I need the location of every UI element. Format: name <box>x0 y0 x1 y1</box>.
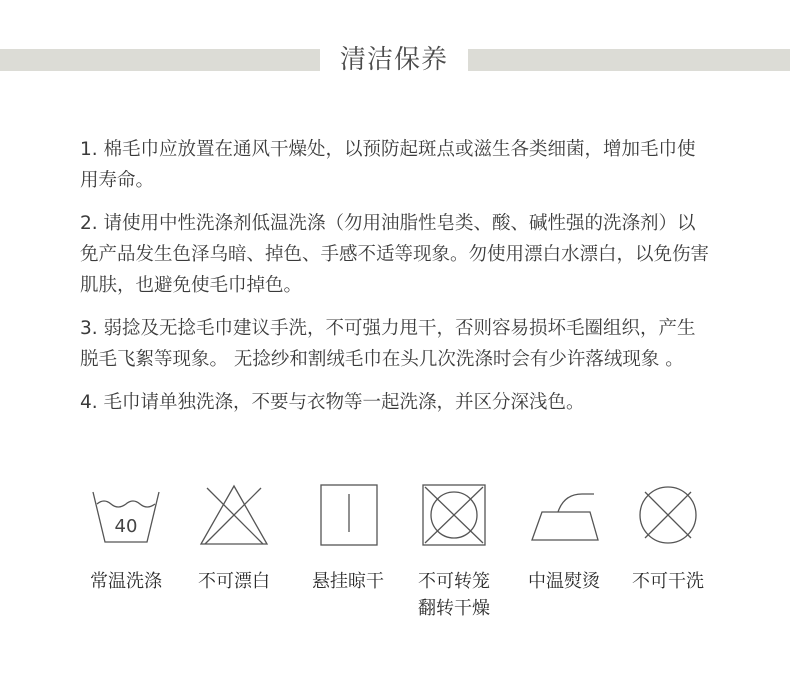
header-bar-left <box>0 49 320 71</box>
care-note: 3. 弱捻及无捻毛巾建议手洗，不可强力甩干，否则容易损坏毛圈组织，产生脱毛飞絮等现象。 无捻纱和割绒毛巾在头几次洗涤时会有少许落绒现象 。 <box>80 318 696 370</box>
symbol-label: 中温熨烫 <box>528 571 600 592</box>
care-symbol <box>406 482 502 622</box>
hang-dry-icon <box>311 482 385 548</box>
section-title: 清洁保养 <box>339 45 448 75</box>
care-symbol <box>186 482 282 595</box>
no-dry-clean-icon <box>631 482 705 548</box>
symbol-label: 常温洗涤 <box>90 571 162 592</box>
care-notes <box>80 134 710 430</box>
care-symbol <box>620 482 716 595</box>
symbol-label-line2: 翻转干燥 <box>418 598 490 619</box>
care-symbols <box>78 482 718 622</box>
care-symbol <box>516 482 612 595</box>
care-note: 4. 毛巾请单独洗涤，不要与衣物等一起洗涤，并区分深浅色。 <box>80 392 585 413</box>
care-note: 2. 请使用中性洗涤剂低温洗涤（勿用油脂性皂类、酸、碱性强的洗涤剂）以免产品发生色泽乌暗、掉色、手感不适等现象。勿使用漂白水漂白，以免伤害肌肤，也避免使毛巾掉色。 <box>80 213 710 296</box>
iron-medium-icon <box>524 482 604 548</box>
symbol-label: 不可干洗 <box>632 571 704 592</box>
wash-temperature: 40 <box>114 516 138 537</box>
care-symbol <box>300 482 396 595</box>
symbol-label: 不可漂白 <box>198 571 270 592</box>
symbol-label <box>406 568 502 622</box>
care-symbol <box>78 482 174 595</box>
header-bar-right <box>468 49 790 71</box>
no-bleach-icon <box>197 482 271 548</box>
wash-40-icon <box>89 482 163 548</box>
symbol-label: 悬挂晾干 <box>312 571 384 592</box>
no-tumble-dry-icon <box>417 482 491 548</box>
care-note: 1. 棉毛巾应放置在通风干燥处，以预防起斑点或滋生各类细菌，增加毛巾使用寿命。 <box>80 139 696 191</box>
symbol-label-line1: 不可转笼 <box>418 571 490 592</box>
